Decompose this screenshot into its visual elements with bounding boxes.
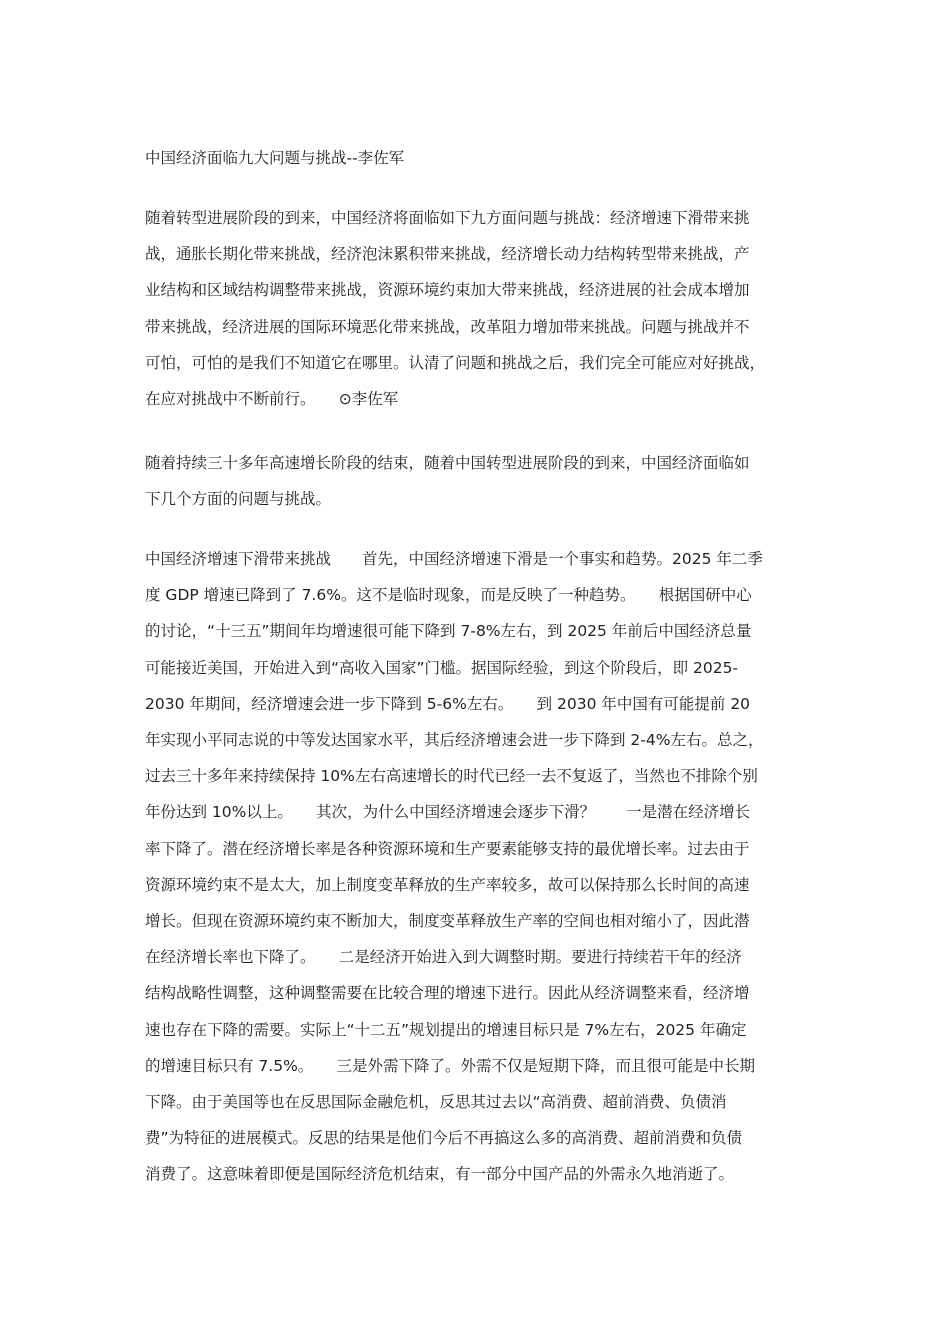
text-line: 率下降了。潜在经济增长率是各种资源环境和生产要素能够支持的最优增长率。过去由于 (145, 839, 750, 858)
text-line: 年实现小平同志说的中等发达国家水平，其后经济增速会进一步下降到 2-4%左右。总之， (145, 731, 764, 750)
text-line: 费”为特征的进展模式。反思的结果是他们今后不再搞这么多的高消费、超前消费和负债 (145, 1129, 743, 1148)
text-line: 业结构和区域结构调整带来挑战，资源环境约束加大带来挑战，经济进展的社会成本增加 (145, 281, 750, 300)
paragraph-context (145, 445, 811, 517)
text-line: 年份达到 10%以上。 其次，为什么中国经济增速会逐步下滑？ 一是潜在经济增长 (145, 803, 751, 822)
text-line: 资源环境约束不是太大，加上制度变革释放的生产率较多，故可以保持那么长时间的高速 (145, 875, 750, 894)
text-line: 在经济增长率也下降了。 二是经济开始进入到大调整时期。要进行持续若干年的经济 (145, 948, 742, 967)
paragraph-growth-slowdown (145, 541, 811, 1193)
text-line: 增长。但现在资源环境约束不断加大，制度变革释放生产率的空间也相对缩小了，因此潜 (145, 912, 750, 931)
text-line: 中国经济增速下滑带来挑战 首先，中国经济增速下滑是一个事实和趋势。2025 年二季 (145, 550, 763, 568)
text-line: 随着持续三十多年高速增长阶段的结束，随着中国转型进展阶段的到来，中国经济面临如 (145, 454, 750, 472)
paragraph-intro (145, 200, 811, 417)
text-line: 度 GDP 增速已降到了 7.6%。这不是临时现象，而是反映了一种趋势。 根据国研中心 (145, 586, 752, 605)
text-line: 速也存在下降的需要。实际上“十二五”规划提出的增速目标只是 7%左右，2025 年确定 (145, 1020, 747, 1039)
text-line: 可怕，可怕的是我们不知道它在哪里。认清了问题和挑战之后，我们完全可能应对好挑战， (145, 353, 766, 372)
document-title: 中国经济面临九大问题与挑战--李佐军 (145, 149, 405, 167)
text-line: 下几个方面的问题与挑战。 (145, 490, 332, 509)
text-line: 2030 年期间，经济增速会进一步下降到 5-6%左右。 到 2030 年中国有可能提前 20 (145, 694, 751, 713)
text-line: 结构战略性调整，这种调整需要在比较合理的增速下进行。因此从经济调整来看，经济增 (145, 984, 750, 1003)
text-line: 随着转型进展阶段的到来，中国经济将面临如下九方面问题与挑战：经济增速下滑带来挑 (145, 209, 750, 227)
text-line: 带来挑战，经济进展的国际环境恶化带来挑战，改革阻力增加带来挑战。问题与挑战并不 (145, 317, 750, 336)
text-line: 下降。由于美国等也在反思国际金融危机，反思其过去以“高消费、超前消费、负债消 (145, 1093, 727, 1112)
text-line: 过去三十多年来持续保持 10%左右高速增长的时代已经一去不复返了，当然也不排除个别 (145, 767, 758, 786)
text-line: 的增速目标只有 7.5%。 三是外需下降了。外需不仅是短期下降，而且很可能是中长期 (145, 1056, 756, 1075)
text-line: 可能接近美国，开始进入到“高收入国家”门槛。据国际经验，到这个阶段后，即 2025- (145, 658, 739, 677)
text-line: 消费了。这意味着即便是国际经济危机结束，有一部分中国产品的外需永久地消逝了。 (145, 1165, 735, 1184)
text-line: 战，通胀长期化带来挑战，经济泡沫累积带来挑战，经济增长动力结构转型带来挑战，产 (145, 245, 750, 264)
text-line: 在应对挑战中不断前行。 ⊙李佐军 (145, 390, 399, 409)
text-line: 的讨论，“十三五”期间年均增速很可能下降到 7-8%左右，到 2025 年前后中国经济总量 (145, 622, 752, 641)
